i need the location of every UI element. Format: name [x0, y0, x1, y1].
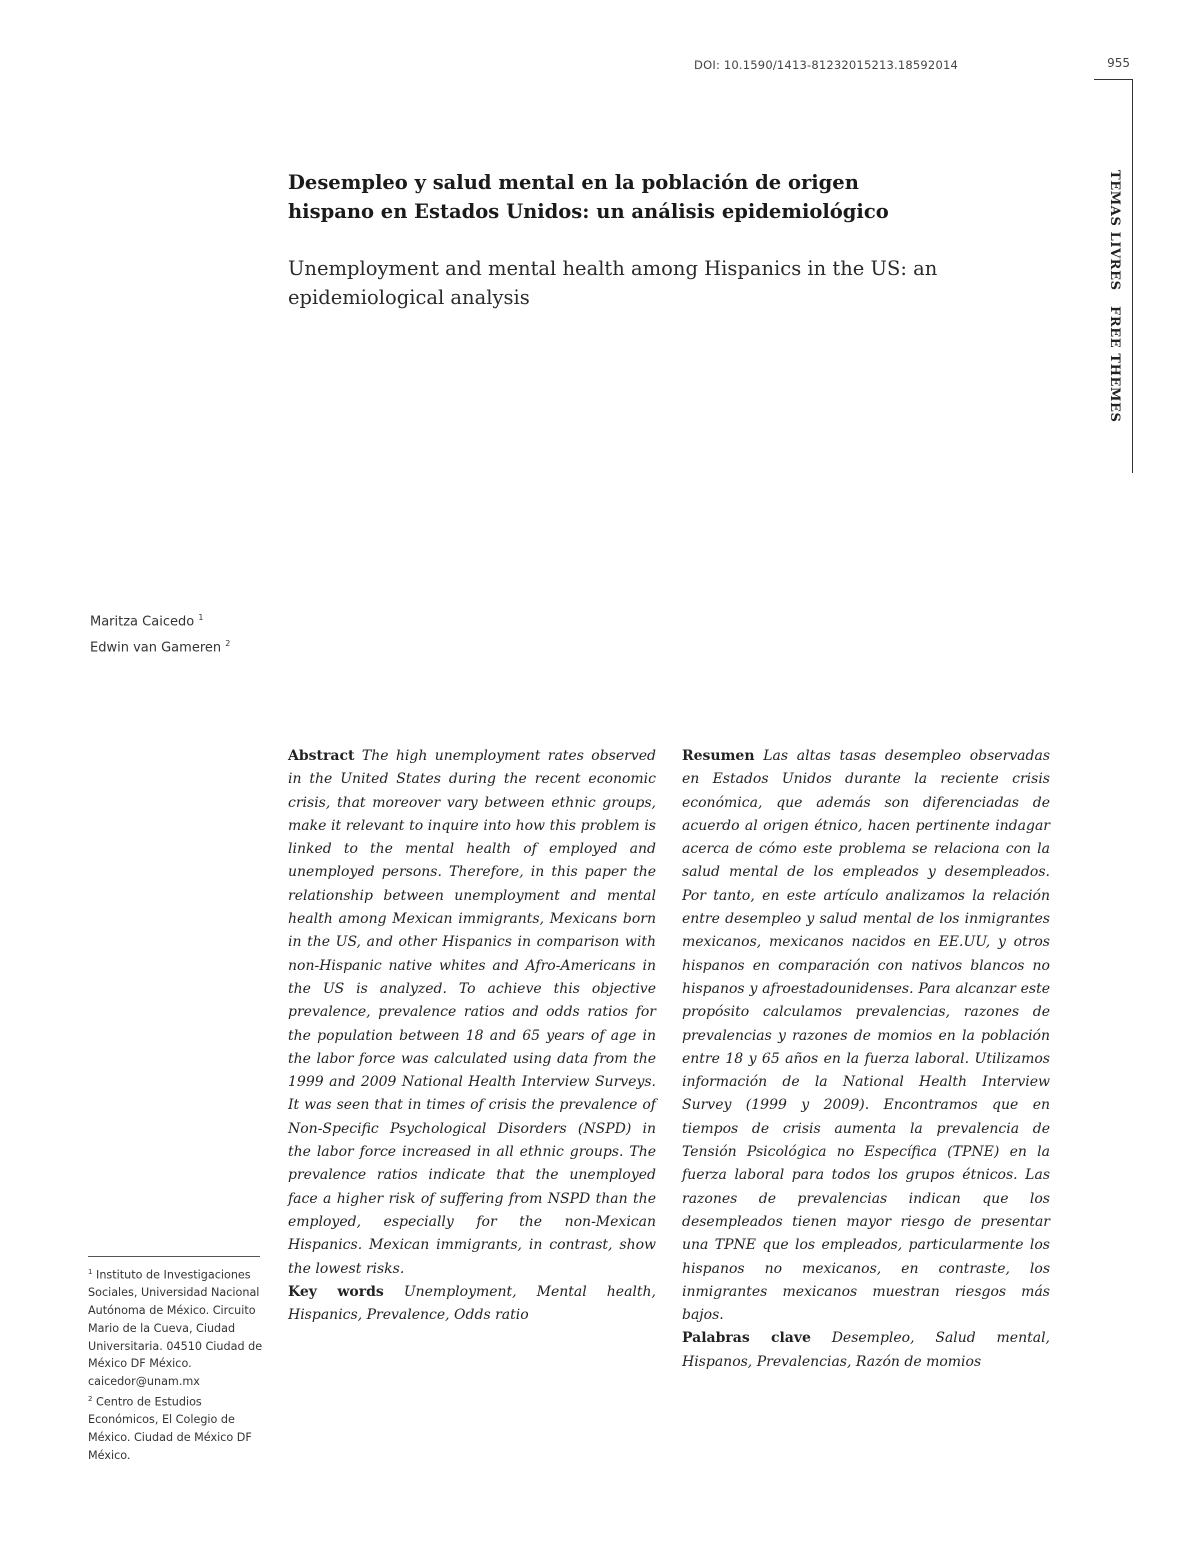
footnote [88, 1391, 266, 1465]
author-affiliation-mark: 1 [198, 613, 204, 622]
footnote-text: Instituto de Investigaciones Sociales, Universidad Nacional Autónoma de México. Circuito Mario de la Cueva, Ciudad Universitaria. 04510 Ciudad de México DF México. caicedor@unam.mx [88, 1268, 263, 1388]
palabras-clave-paragraph [682, 1327, 1050, 1374]
abstract-paragraph [288, 745, 656, 1281]
keywords-text: Unemployment, Mental health, Hispanics, Prevalence, Odds ratio [288, 1283, 656, 1324]
section-label-pt: TEMAS LIVRES [1107, 170, 1122, 291]
footnote-text: Centro de Estudios Económicos, El Colegio de México. Ciudad de México DF México. [88, 1395, 252, 1462]
resumen-paragraph [682, 745, 1050, 1327]
section-label [1102, 170, 1122, 422]
page-number: 955 [1107, 56, 1130, 70]
header-rule [1094, 79, 1132, 80]
footnote-mark: 2 [88, 1394, 93, 1403]
footnote-rule [88, 1256, 260, 1257]
palabras-clave-label: Palabras clave [682, 1330, 811, 1347]
keywords-label: Key words [288, 1283, 384, 1300]
abstract-label: Abstract [288, 748, 355, 764]
title-spanish: Desempleo y salud mental en la población de origen hispano en Estados Unidos: un análisis epidemiológico [288, 171, 889, 223]
abstract-spanish [682, 745, 1050, 1374]
footnotes [88, 1264, 266, 1464]
resumen-label: Resumen [682, 748, 755, 764]
keywords-paragraph [288, 1281, 656, 1328]
section-label-en: FREE THEMES [1107, 305, 1122, 423]
author [90, 607, 290, 633]
resumen-text: Las altas tasas desempleo observadas en Estados Unidos durante la reciente crisis económica, que además son diferenciadas de acuerdo al origen étnico, hacen pertinente indagar acerca de cómo este problema se relaciona con la salud mental de los empleados y desempleados. Por tanto, en este artículo analizamos la relación entre desempleo y salud mental de los inmigrantes mexicanos, mexicanos nacidos en EE.UU, y otros hispanos en comparación con nativos blancos no hispanos y afroestadounidenses. Para alcanzar este propósito calculamos prevalencias, razones de prevalencias y razones de momios en la población entre 18 y 65 años en la fuerza laboral. Utilizamos información de la National Health Interview Survey (1999 y 2009). Encontramos que en tiempos de crisis aumenta la prevalencia de Tensión Psicológica no Específica (TPNE) en la fuerza laboral para todos los grupos étnicos. Las razones de prevalencias indican que los desempleados tienen mayor riesgo de presentar una TPNE que los empleados, particularmente los hispanos no mexicanos, en contraste, los inmigrantes mexicanos muestran riesgos más bajos. [682, 748, 1051, 1324]
author-affiliation-mark: 2 [225, 638, 231, 648]
abstract-text: The high unemployment rates observed in the United States during the recent economic crisis, that moreover vary between ethnic groups, make it relevant to inquire into how this problem is linked to the mental health of employed and unemployed persons. Therefore, in this paper the relationship between unemployment and mental health among Mexican immigrants, Mexicans born in the US, and other Hispanics in comparison with non-Hispanic native whites and Afro-Americans in the US is analyzed. To achieve this objective prevalence, prevalence ratios and odds ratios for the population between 18 and 65 years of age in the labor force was calculated using data from the 1999 and 2009 National Health Interview Surveys. It was seen that in times of crisis the prevalence of Non-Specific Psychological Disorders (NSPD) in the labor force increased in all ethnic groups. The prevalence ratios indicate that the unemployed face a higher risk of suffering from NSPD than the employed, especially for the non-Mexican Hispanics. Mexican immigrants, in contrast, show the lowest risks. [288, 748, 656, 1277]
author-name: Maritza Caicedo [90, 614, 195, 630]
abstract-english [288, 745, 656, 1327]
doi-reference: DOI: 10.1590/1413-81232015213.18592014 [694, 58, 958, 72]
author-list [90, 607, 290, 659]
author [90, 633, 290, 659]
footnote-mark: 1 [88, 1268, 93, 1276]
palabras-clave-text: Desempleo, Salud mental, Hispanos, Prevalencias, Razón de momios [682, 1330, 1051, 1370]
margin-rule [1132, 79, 1133, 473]
author-name: Edwin van Gameren [90, 640, 222, 656]
footnote [88, 1264, 266, 1391]
title-english: Unemployment and mental health among Hispanics in the US: an epidemiological analysis [288, 257, 938, 309]
